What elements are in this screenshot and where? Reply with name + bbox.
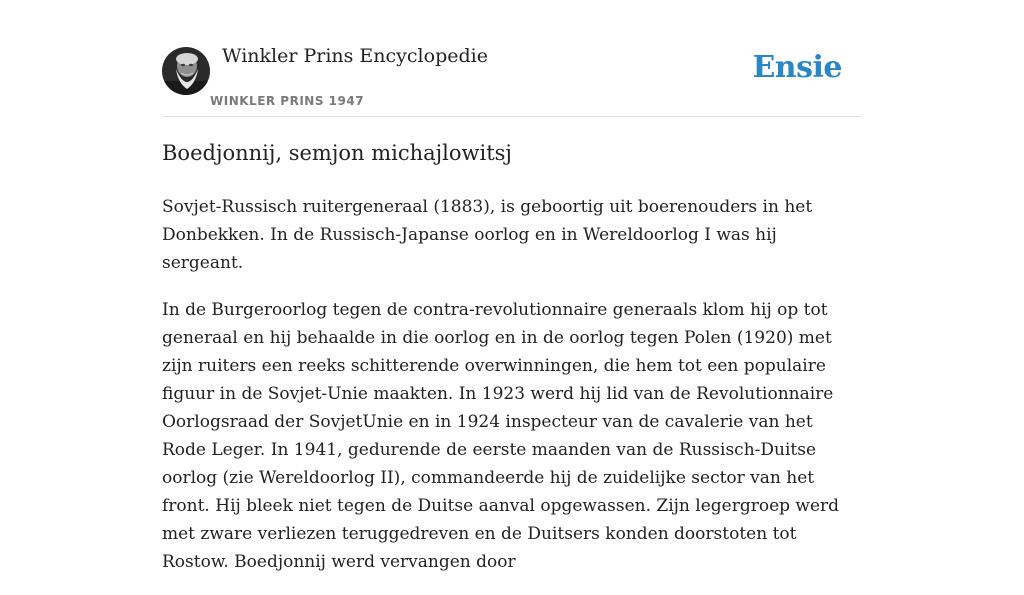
bearded-man-portrait-icon[interactable]	[162, 47, 210, 95]
article-body	[162, 193, 862, 595]
brand-logo[interactable]: Ensie	[752, 50, 842, 85]
article-paragraph: Sovjet-Russisch ruitergeneraal (1883), is geboortig uit boerenouders in het Donbekken. In de Russisch-Japanse oorlog en in Wereldoorlog I was hij sergeant.	[162, 197, 813, 273]
article-paragraph: In de Burgeroorlog tegen de contra-revolutionnaire generaals klom hij op tot generaal en hij behaalde in die oorlog en in de oorlog tegen Polen (1920) met zijn ruiters een reeks schitterende overwinningen, die hem tot een populaire figuur in de Sovjet-Unie maakten. In 1923 werd hij lid van de Revolutionnaire Oorlogsraad der SovjetUnie en in 1924 inspecteur van de cavalerie van het Rode Leger. In 1941, gedurende de eerste maanden van de Russisch-Duitse oorlog (zie Wereldoorlog II), commandeerde hij de zuidelijke sector van het front. Hij bleek niet tegen de Duitse aanval opgewassen. Zijn legergroep werd met zware verliezen teruggedreven en de Duitsers konden doorstoten tot Rostow. Boedjonnij werd vervangen door	[162, 300, 840, 572]
article-title: Boedjonnij, semjon michajlowitsj	[162, 141, 512, 165]
edition-label[interactable]: WINKLER PRINS 1947	[210, 94, 365, 108]
header	[162, 0, 862, 117]
content-container	[162, 0, 862, 572]
site-name[interactable]: Winkler Prins Encyclopedie	[222, 45, 488, 67]
